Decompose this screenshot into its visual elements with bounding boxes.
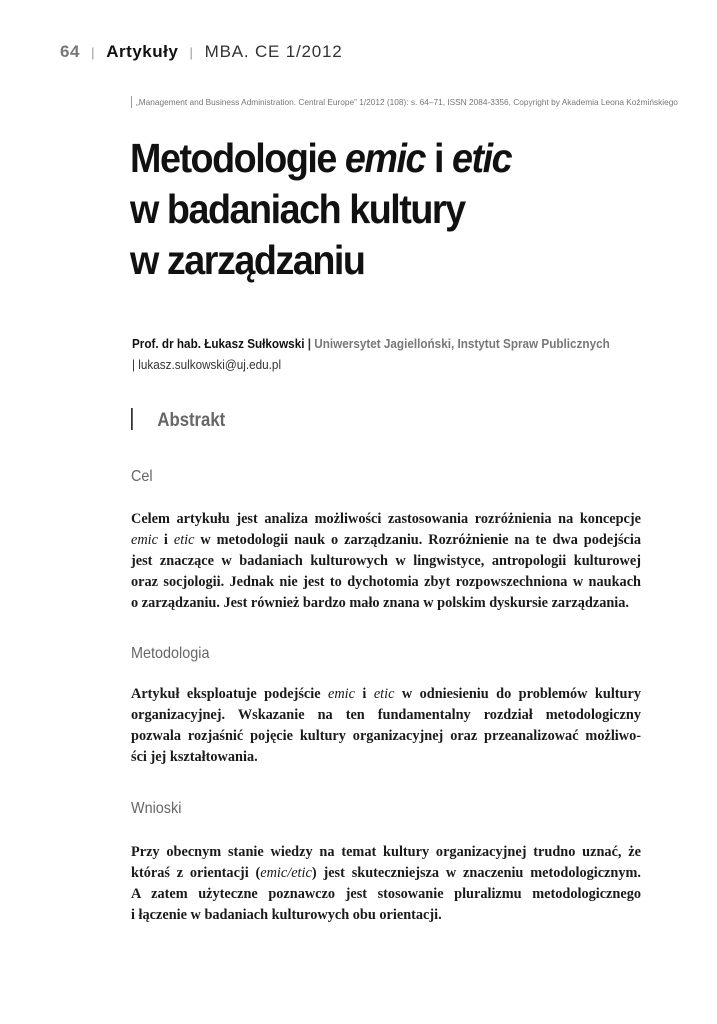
author-email-line: | lukasz.sulkowski@uj.edu.pl bbox=[132, 358, 282, 372]
title-etic: etic bbox=[452, 135, 512, 181]
heading-bar bbox=[131, 408, 133, 430]
paragraph-wnioski: Przy obecnym stanie wiedzy na temat kultury organizacyjnej trudno uznać, że któraś z orientacji (emic/etic) jest skuteczniejsza w znaczeniu metodologicznym. A zatem użyteczne poznawczo jest stosowanie pluralizmu metodologicznego i łączenie w badaniach kulturowych obu orientacji. bbox=[131, 844, 641, 923]
abstract-heading: Abstrakt bbox=[131, 408, 225, 432]
title-line-2: w badaniach kultury bbox=[130, 186, 465, 232]
page-number: 64 bbox=[60, 42, 80, 61]
citation-note: „Management and Business Administration. Central Europe” 1/2012 (108): s. 64–71, ISSN 2084-3356, Copyright by Akademia Leona Koźmińskiego bbox=[131, 96, 656, 108]
header-separator: | bbox=[91, 45, 96, 60]
header-separator: | bbox=[189, 45, 194, 60]
paragraph-cel: Celem artykułu jest analiza możliwości zastosowania rozróżnienia na koncepcje emic i etic w metodologii nauk o zarządzaniu. Rozróżnienie na te dwa podejścia jest znaczące w badaniach kulturowych w lingwistyce, antropologii kulturowej oraz socjologii. Jednak nie jest to dychotomia zbyt rozpowszechniona w naukach o zarządzaniu. Jest również bardzo mało znana w polskim dyskursie zarządzania. bbox=[131, 511, 641, 611]
article-title: Metodologie emic i etic w badaniach kultury w zarządzaniu bbox=[130, 133, 627, 286]
running-header bbox=[60, 42, 343, 62]
section-name: Artykuły bbox=[106, 42, 179, 61]
author-email[interactable]: lukasz.sulkowski@uj.edu.pl bbox=[138, 358, 282, 372]
journal-name: MBA. CE 1/2012 bbox=[204, 42, 343, 61]
section-label-cel: Cel bbox=[131, 468, 153, 485]
section-label-wnioski: Wnioski bbox=[131, 800, 182, 817]
title-line-3: w zarządzaniu bbox=[130, 237, 365, 283]
author-line: Prof. dr hab. Łukasz Sułkowski | Uniwersytet Jagielloński, Instytut Spraw Publicznych bbox=[132, 337, 610, 351]
title-emic: emic bbox=[344, 135, 426, 181]
author-affiliation: Uniwersytet Jagielloński, Instytut Spraw Publicznych bbox=[314, 337, 610, 351]
section-label-metodologia: Metodologia bbox=[131, 645, 210, 662]
author-name: Prof. dr hab. Łukasz Sułkowski bbox=[132, 337, 305, 351]
paragraph-metodologia: Artykuł eksploatuje podejście emic i etic w odniesieniu do problemów kultury organizacyjnej. Wskazanie na ten fundamentalny rozdział metodologiczny pozwala rozjaśnić pojęcie kultury organizacyjnej oraz przeanalizować możliwo- ści jej kształtowania. bbox=[131, 686, 642, 765]
